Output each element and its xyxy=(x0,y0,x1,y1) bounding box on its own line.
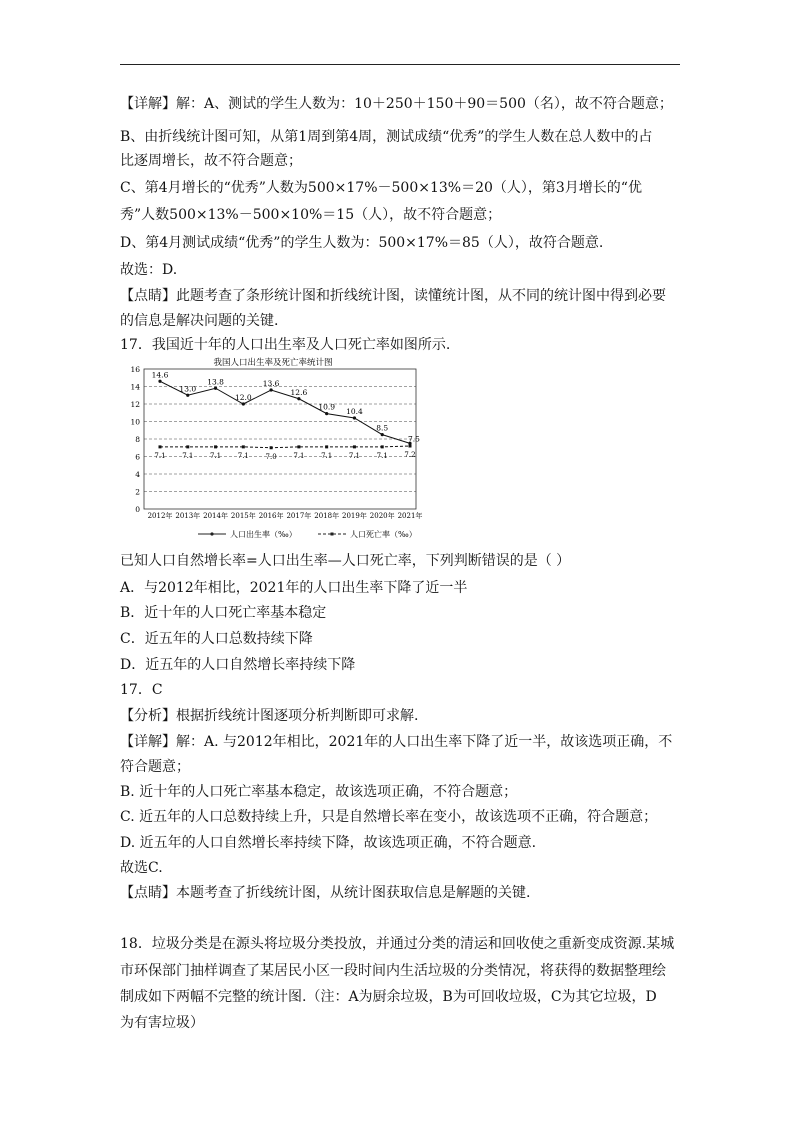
death-rate-point xyxy=(214,445,217,448)
x-tick-label: 2015年 xyxy=(230,512,256,520)
text-line: B、由折线统计图可知，从第1周到第4周，测试成绩“优秀”的学生人数在总人数中的占 xyxy=(120,129,653,145)
birth-rate-label: 10.9 xyxy=(318,402,336,412)
answer-17: 17．C xyxy=(120,682,163,698)
legend-death-marker xyxy=(331,533,334,536)
y-tick-label: 4 xyxy=(135,470,140,479)
text-line: 故选C. xyxy=(120,860,163,876)
text-line: 故选：D. xyxy=(120,262,178,278)
birth-rate-label: 12.6 xyxy=(290,387,308,397)
death-rate-point xyxy=(381,445,384,448)
text-line: 秀”人数500×13%－500×10%＝15（人），故不符合题意； xyxy=(120,207,502,223)
text-line: 【详解】解：A、测试的学生人数为：10＋250＋150＋90＝500（名），故不符合题意； xyxy=(120,96,673,112)
question-18-stem: 为有害垃圾） xyxy=(120,1015,204,1031)
option-b: B．近十年的人口死亡率基本稳定 xyxy=(120,605,327,621)
birth-rate-point xyxy=(381,433,384,436)
legend-birth-label: 人口出生率（‰） xyxy=(230,530,297,539)
death-rate-label: 7.1 xyxy=(154,451,166,460)
birth-rate-point xyxy=(186,394,189,397)
death-rate-label: 7.1 xyxy=(182,451,194,460)
death-rate-point xyxy=(353,445,356,448)
death-rate-label: 7.0 xyxy=(265,452,277,461)
text-line: B. 近十年的人口死亡率基本稳定，故该选项正确，不符合题意； xyxy=(120,784,518,800)
x-tick-label: 2021年 xyxy=(397,512,423,520)
x-tick-label: 2017年 xyxy=(286,512,312,520)
chart-grid xyxy=(144,387,416,492)
death-rate-point xyxy=(270,446,273,449)
question-18-stem: 18．垃圾分类是在源头将垃圾分类投放，并通过分类的清运和回收使之重新变成资源.某城 xyxy=(120,936,675,952)
x-tick-label: 2013年 xyxy=(175,512,201,520)
birth-rate-label: 7.5 xyxy=(408,434,420,444)
death-rate-label: 7.2 xyxy=(404,451,416,459)
text-line: C、第4月增长的“优秀”人数为500×17%－500×13%＝20（人），第3月增长的“优 xyxy=(120,180,642,196)
death-rate-point xyxy=(242,445,245,448)
question-18-stem: 市环保部门抽样调查了某居民小区一段时间内生活垃圾的分类情况，将获得的数据整理绘 xyxy=(120,963,666,979)
header-rule xyxy=(120,64,680,65)
birth-rate-point xyxy=(297,397,300,400)
y-tick-label: 8 xyxy=(135,435,140,444)
birth-rate-label: 13.6 xyxy=(262,379,280,388)
birth-rate-point xyxy=(353,416,356,419)
birth-rate-label: 14.6 xyxy=(151,370,169,380)
y-tick-label: 14 xyxy=(130,382,140,392)
death-rate-label: 7.1 xyxy=(321,451,333,460)
text-line: 【详解】解：A. 与2012年相比，2021年的人口出生率下降了近一半，故该选项正确，不 xyxy=(120,734,673,750)
death-rate-point xyxy=(159,445,162,448)
death-rate-point xyxy=(186,445,189,448)
legend-birth-marker xyxy=(210,532,213,535)
x-tick-label: 2016年 xyxy=(258,512,284,520)
birth-rate-point xyxy=(325,412,328,415)
x-tick-label: 2012年 xyxy=(147,512,173,520)
death-rate-label: 7.1 xyxy=(209,451,222,460)
x-tick-label: 2020年 xyxy=(369,512,395,520)
y-tick-label: 0 xyxy=(135,505,140,514)
birth-rate-label: 13.8 xyxy=(207,377,224,387)
chart-title: 我国人口出生率及死亡率统计图 xyxy=(213,358,333,368)
death-rate-label: 7.1 xyxy=(237,451,249,460)
option-c: C．近五年的人口总数持续下降 xyxy=(120,631,313,647)
text-line: 【分析】根据折线统计图逐项分析判断即可求解. xyxy=(120,708,419,724)
option-d: D．近五年的人口自然增长率持续下降 xyxy=(120,657,356,673)
population-rate-chart xyxy=(118,352,428,552)
birth-rate-label: 8.5 xyxy=(376,423,389,433)
text-line: C. 近五年的人口总数持续上升，只是自然增长率在变小，故该选项不正确，符合题意； xyxy=(120,809,658,825)
y-tick-label: 2 xyxy=(135,487,140,497)
question-18-stem: 制成如下两幅不完整的统计图.（注：A为厨余垃圾，B为可回收垃圾，C为其它垃圾，D xyxy=(120,989,657,1005)
death-rate-point xyxy=(297,445,300,448)
text-line: 的信息是解决问题的关键. xyxy=(120,313,279,329)
y-tick-label: 16 xyxy=(130,365,140,374)
death-rate-label: 7.1 xyxy=(293,451,305,460)
question-17-premise: 已知人口自然增长率=人口出生率—人口死亡率，下列判断错误的是（ ） xyxy=(120,553,571,569)
birth-rate-label: 13.0 xyxy=(179,384,197,394)
question-17-stem: 17．我国近十年的人口出生率及人口死亡率如图所示. xyxy=(120,337,451,353)
birth-rate-line xyxy=(160,381,410,443)
birth-rate-point xyxy=(270,388,273,391)
death-rate-label: 7.1 xyxy=(376,451,388,460)
text-line: D. 近五年的人口自然增长率持续下降，故该选项正确，不符合题意. xyxy=(120,835,537,851)
birth-rate-label: 12.0 xyxy=(234,393,252,402)
birth-rate-point xyxy=(214,387,217,390)
y-tick-label: 6 xyxy=(135,452,140,462)
x-tick-label: 2019年 xyxy=(342,512,367,520)
birth-rate-point xyxy=(242,402,245,405)
text-line: 符合题意； xyxy=(120,759,190,775)
death-rate-line xyxy=(160,446,410,448)
y-tick-label: 10 xyxy=(130,417,140,427)
text-line: 【点睛】此题考查了条形统计图和折线统计图，读懂统计图，从不同的统计图中得到必要 xyxy=(120,288,666,304)
birth-rate-label: 10.4 xyxy=(346,407,363,416)
text-line: 【点睛】本题考查了折线统计图，从统计图获取信息是解题的关键. xyxy=(120,885,531,901)
text-line: 比逐周增长，故不符合题意； xyxy=(120,153,302,169)
death-rate-label: 7.1 xyxy=(348,451,361,460)
chart-legend xyxy=(198,529,417,539)
legend-death-label: 人口死亡率（‰） xyxy=(350,530,417,539)
death-rate-point xyxy=(325,445,328,448)
text-line: D、第4月测试成绩“优秀”的学生人数为：500×17%＝85（人），故符合题意. xyxy=(120,235,604,251)
birth-rate-point xyxy=(158,380,161,383)
y-tick-label: 12 xyxy=(130,400,140,409)
x-tick-label: 2018年 xyxy=(314,512,340,520)
death-rate-point xyxy=(409,445,412,448)
x-tick-label: 2014年 xyxy=(203,512,228,520)
option-a: A．与2012年相比，2021年的人口出生率下降了近一半 xyxy=(120,580,468,596)
